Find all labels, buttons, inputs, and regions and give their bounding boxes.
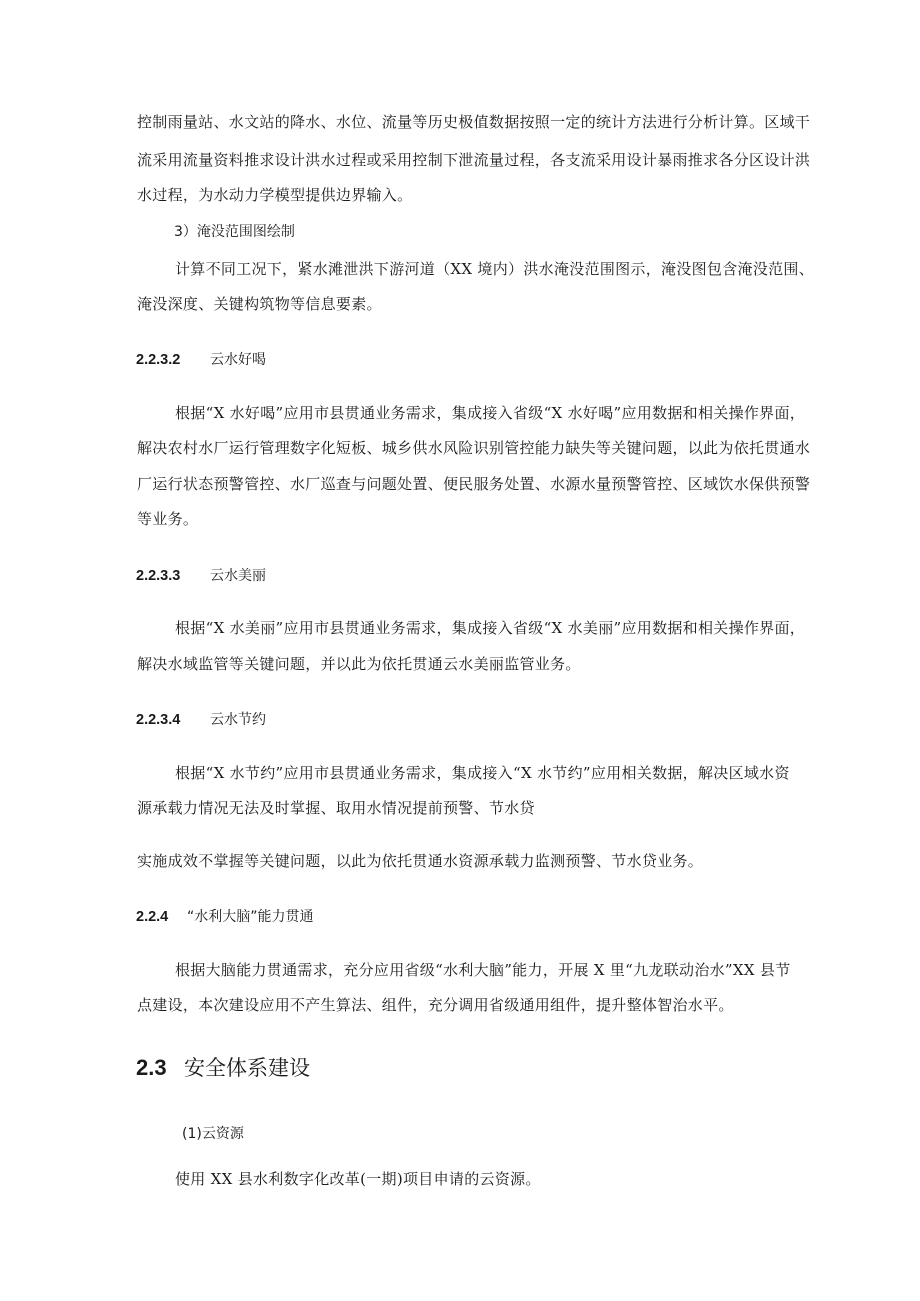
- body-text-line: 等业务。: [137, 510, 199, 528]
- body-text-line: 实施成效不掌握等关键问题，以此为依托贯通水资源承载力监测预警、节水贷业务。: [137, 852, 704, 870]
- section-number: 2.2.3.2: [136, 352, 181, 368]
- section-heading-2-3: [136, 1054, 310, 1083]
- body-text-line: 解决水域监管等关键问题，并以此为依托贯通云水美丽监管业务。: [137, 655, 581, 673]
- section-title: 云水好喝: [210, 352, 266, 368]
- body-text-line: 点建设，本次建设应用不产生算法、组件，充分调用省级通用组件，提升整体智治水平。: [137, 996, 734, 1014]
- body-text-line: 根据“X 水美丽”应用市县贯通业务需求，集成接入省级“X 水美丽”应用数据和相关操作界面，: [175, 619, 806, 637]
- section-title: “水利大脑”能力贯通: [187, 909, 314, 925]
- list-item-heading: 3）淹没范围图绘制: [174, 224, 295, 240]
- body-text-line: 解决农村水厂运行管理数字化短板、城乡供水风险识别管控能力缺失等关键问题，以此为依托贯通水: [137, 439, 811, 457]
- body-text-line: 使用 XX 县水利数字化改革(一期)项目申请的云资源。: [175, 1170, 541, 1188]
- body-text-line: 水过程，为水动力学模型提供边界输入。: [137, 186, 413, 204]
- section-title: 云水节约: [210, 712, 266, 728]
- body-text-line: 源承载力情况无法及时掌握、取用水情况提前预警、节水贷: [137, 799, 535, 817]
- body-text-line: 淹没深度、关键构筑物等信息要素。: [137, 295, 382, 313]
- body-text-line: 厂运行状态预警管控、水厂巡查与问题处置、便民服务处置、水源水量预警管控、区域饮水保供预警: [137, 475, 811, 493]
- body-text-line: 计算不同工况下，紧水滩泄洪下游河道（XX 境内）洪水淹没范围图示，淹没图包含淹没范围、: [175, 260, 815, 278]
- section-title: 安全体系建设: [184, 1056, 310, 1080]
- body-text-line: 根据“X 水节约”应用市县贯通业务需求，集成接入“X 水节约”应用相关数据，解决区域水资: [175, 764, 790, 782]
- section-heading-2-2-3-4: [136, 710, 266, 730]
- body-text-line: 根据大脑能力贯通需求，充分应用省级“水利大脑”能力，开展 X 里“九龙联动治水”XX 县节: [175, 961, 791, 979]
- section-number: 2.2.4: [136, 909, 169, 925]
- section-heading-2-2-3-3: [136, 566, 266, 586]
- body-text-line: 流采用流量资料推求设计洪水过程或采用控制下泄流量过程，各支流采用设计暴雨推求各分区设计洪: [137, 151, 811, 169]
- subsection-heading: (1)云资源: [182, 1126, 244, 1142]
- section-title: 云水美丽: [210, 568, 266, 584]
- body-text-line: 根据“X 水好喝”应用市县贯通业务需求，集成接入省级“X 水好喝”应用数据和相关操作界面，: [175, 404, 806, 422]
- section-number: 2.2.3.4: [136, 712, 181, 728]
- body-text-line: 控制雨量站、水文站的降水、水位、流量等历史极值数据按照一定的统计方法进行分析计算。区域干: [137, 113, 811, 131]
- section-heading-2-2-4: [136, 907, 314, 927]
- section-heading-2-2-3-2: [136, 350, 266, 370]
- section-number: 2.2.3.3: [136, 568, 181, 584]
- section-number: 2.3: [136, 1055, 167, 1080]
